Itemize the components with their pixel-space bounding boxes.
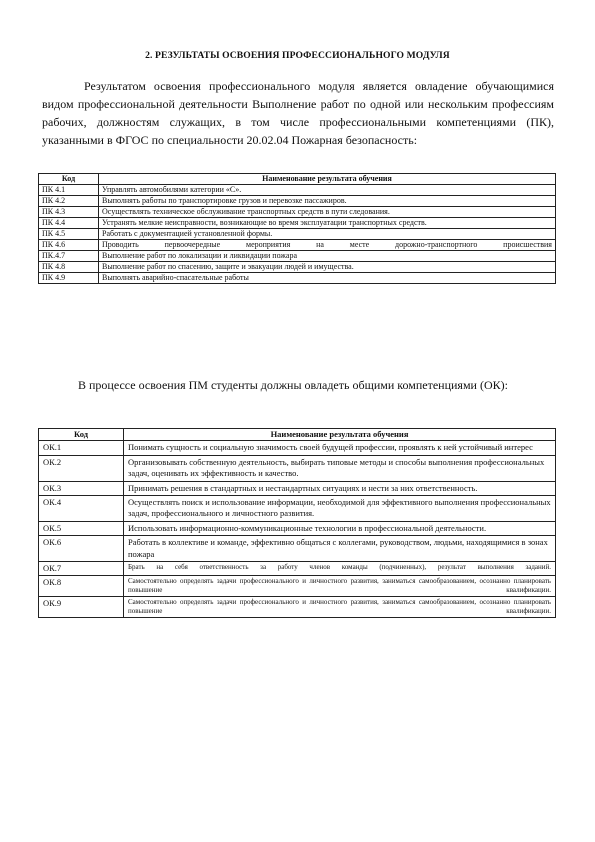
- table-row: [39, 496, 556, 522]
- table-row: [39, 597, 556, 618]
- table-row: [39, 521, 556, 535]
- professional-competencies-table: [38, 173, 556, 284]
- row-code: ОК.8: [39, 576, 124, 597]
- table-row: [39, 196, 556, 207]
- row-code: ОК.2: [39, 455, 124, 481]
- row-code: ПК 4.6: [39, 240, 99, 251]
- header-code: Код: [39, 429, 124, 441]
- row-text: Работать в коллективе и команде, эффективно общаться с коллегами, руководством, людьми, находящимися в зонах пожара: [124, 536, 556, 562]
- row-text: Самостоятельно определять задачи профессионального и личностного развития, заниматься самообразованием, осознанно планировать повышение квалификации.: [124, 597, 556, 618]
- table-header-row: [39, 429, 556, 441]
- row-code: ПК 4.1: [39, 185, 99, 196]
- table-row: [39, 218, 556, 229]
- row-text: Организовывать собственную деятельность, выбирать типовые методы и способы выполнения профессиональных задач, оценивать их эффективность и качество.: [124, 455, 556, 481]
- table-row: [39, 273, 556, 284]
- header-code: Код: [39, 174, 99, 185]
- table-row: [39, 481, 556, 495]
- row-text: Брать на себя ответственность за работу членов команды (подчиненных), результат выполнения заданий.: [124, 562, 556, 576]
- row-code: ОК.1: [39, 441, 124, 455]
- row-text: Понимать сущность и социальную значимость своей будущей профессии, проявлять к ней устойчивый интерес: [124, 441, 556, 455]
- general-competencies-table: [38, 428, 556, 618]
- table-row: [39, 441, 556, 455]
- table-header-row: [39, 174, 556, 185]
- section-title: 2. РЕЗУЛЬТАТЫ ОСВОЕНИЯ ПРОФЕССИОНАЛЬНОГО МОДУЛЯ: [145, 50, 450, 61]
- row-code: ПК 4.2: [39, 196, 99, 207]
- row-code: ПК 4.3: [39, 207, 99, 218]
- table-row: [39, 576, 556, 597]
- table-row: [39, 185, 556, 196]
- table-row: [39, 251, 556, 262]
- general-competencies-paragraph: В процессе освоения ПМ студенты должны овладеть общими компетенциями (ОК):: [78, 378, 508, 392]
- table-row: [39, 240, 556, 251]
- row-code: ОК.9: [39, 597, 124, 618]
- row-text: Самостоятельно определять задачи профессионального и личностного развития, заниматься самообразованием, осознанно планировать повышение квалификации.: [124, 576, 556, 597]
- table-row: [39, 536, 556, 562]
- row-code: ПК 4.8: [39, 262, 99, 273]
- row-code: ОК.4: [39, 496, 124, 522]
- row-code: ОК.6: [39, 536, 124, 562]
- table-row: [39, 229, 556, 240]
- row-code: ПК 4.5: [39, 229, 99, 240]
- table-row: [39, 262, 556, 273]
- table-row: [39, 455, 556, 481]
- row-text: Устранять мелкие неисправности, возникающие во время эксплуатации транспортных средств.: [99, 218, 556, 229]
- row-text: Управлять автомобилями категории «С».: [99, 185, 556, 196]
- row-code: ОК.7: [39, 562, 124, 576]
- table-row: [39, 207, 556, 218]
- row-text: Осуществлять техническое обслуживание транспортных средств в пути следования.: [99, 207, 556, 218]
- row-text: Принимать решения в стандартных и нестандартных ситуациях и нести за них ответственность.: [124, 481, 556, 495]
- row-code: ПК 4.4: [39, 218, 99, 229]
- row-code: ПК 4.9: [39, 273, 99, 284]
- row-code: ПК.4.7: [39, 251, 99, 262]
- row-text: Использовать информационно-коммуникационные технологии в профессиональной деятельности.: [124, 521, 556, 535]
- row-text: Выполнение работ по спасению, защите и эвакуации людей и имущества.: [99, 262, 556, 273]
- row-text: Выполнять аварийно-спасательные работы: [99, 273, 556, 284]
- table-row: [39, 562, 556, 576]
- row-code: ОК.5: [39, 521, 124, 535]
- header-result: Наименование результата обучения: [124, 429, 556, 441]
- row-text: Осуществлять поиск и использование информации, необходимой для эффективного выполнения профессиональных задач, профессионального и личностного развития.: [124, 496, 556, 522]
- row-text: Выполнять работы по транспортировке грузов и перевозке пассажиров.: [99, 196, 556, 207]
- header-result: Наименование результата обучения: [99, 174, 556, 185]
- row-text: Проводить первоочередные мероприятия на месте дорожно-транспортного происшествия: [99, 240, 556, 251]
- row-text: Работать с документацией установленной формы.: [99, 229, 556, 240]
- row-code: ОК.3: [39, 481, 124, 495]
- row-text: Выполнение работ по локализации и ликвидации пожара: [99, 251, 556, 262]
- intro-paragraph: Результатом освоения профессионального модуля является овладение обучающимися видом профессиональной деятельности Выполнение работ по одной или нескольким профессиям рабочих, должностям служащих, в том числе профессиональными компетенциями (ПК), указанными в ФГОС по специальности 20.02.04 Пожарная безопасность:: [42, 79, 554, 147]
